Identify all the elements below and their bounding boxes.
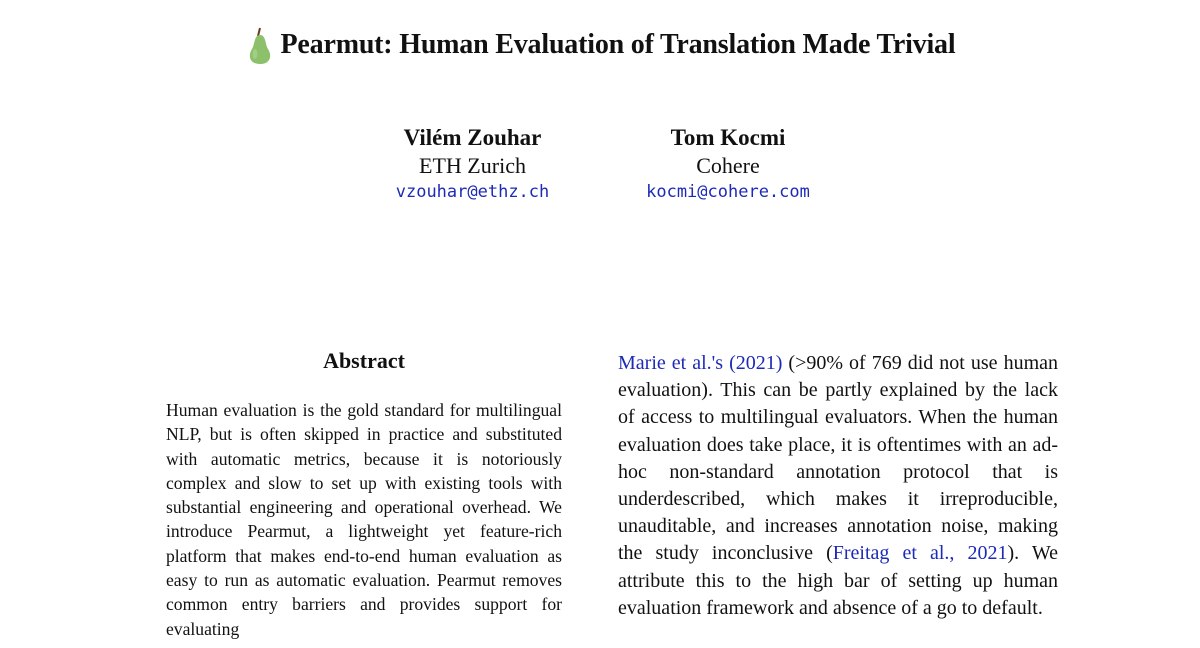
paper-title: Pearmut: Human Evaluation of Translation Made Trivial	[280, 29, 956, 60]
abstract-body: Human evaluation is the gold standard for multilingual NLP, but is often skipped in practice and substituted with automatic metrics, because it is notoriously complex and slow to set up with existing tools with substantial engineering and operational overhead. We introduce Pearmut, a lightweight yet feature-rich platform that makes end-to-end human evaluation as easy to run as automatic evaluation. Pearmut removes common entry barriers and provides support for evaluating	[166, 400, 562, 639]
author-block-2	[617, 124, 839, 204]
author-name: Tom Kocmi	[670, 125, 786, 150]
author-email[interactable]: vzouhar@ethz.ch	[395, 182, 550, 202]
author-email[interactable]: kocmi@cohere.com	[646, 182, 810, 202]
paragraph-text: (>90% of 769 did not use human evaluation). This can be partly explained by the lack of access to multilingual evaluators. When the human evaluation does take place, it is oftentimes with an ad-hoc non-standard annotation protocol that is underdescribed, which makes it irreproducible, unauditable, and increases annotation noise, making the study inconclusive (	[618, 352, 1058, 565]
paragraph-text: ). We attribute this to the high bar of setting up human evaluation framework and absence of a go to default.	[618, 542, 1058, 619]
author-name: Vilém Zouhar	[403, 125, 542, 150]
column-2-paragraph	[618, 350, 1058, 622]
citation-link[interactable]: Freitag et al., 2021	[832, 542, 1008, 565]
abstract-heading: Abstract	[323, 348, 405, 373]
author-affiliation: ETH Zurich	[419, 153, 526, 178]
pear-icon	[245, 24, 275, 66]
citation-link[interactable]: Marie et al.'s (2021)	[618, 352, 783, 374]
author-block-1	[360, 124, 585, 204]
title-row	[0, 24, 1200, 66]
author-affiliation: Cohere	[696, 153, 760, 178]
